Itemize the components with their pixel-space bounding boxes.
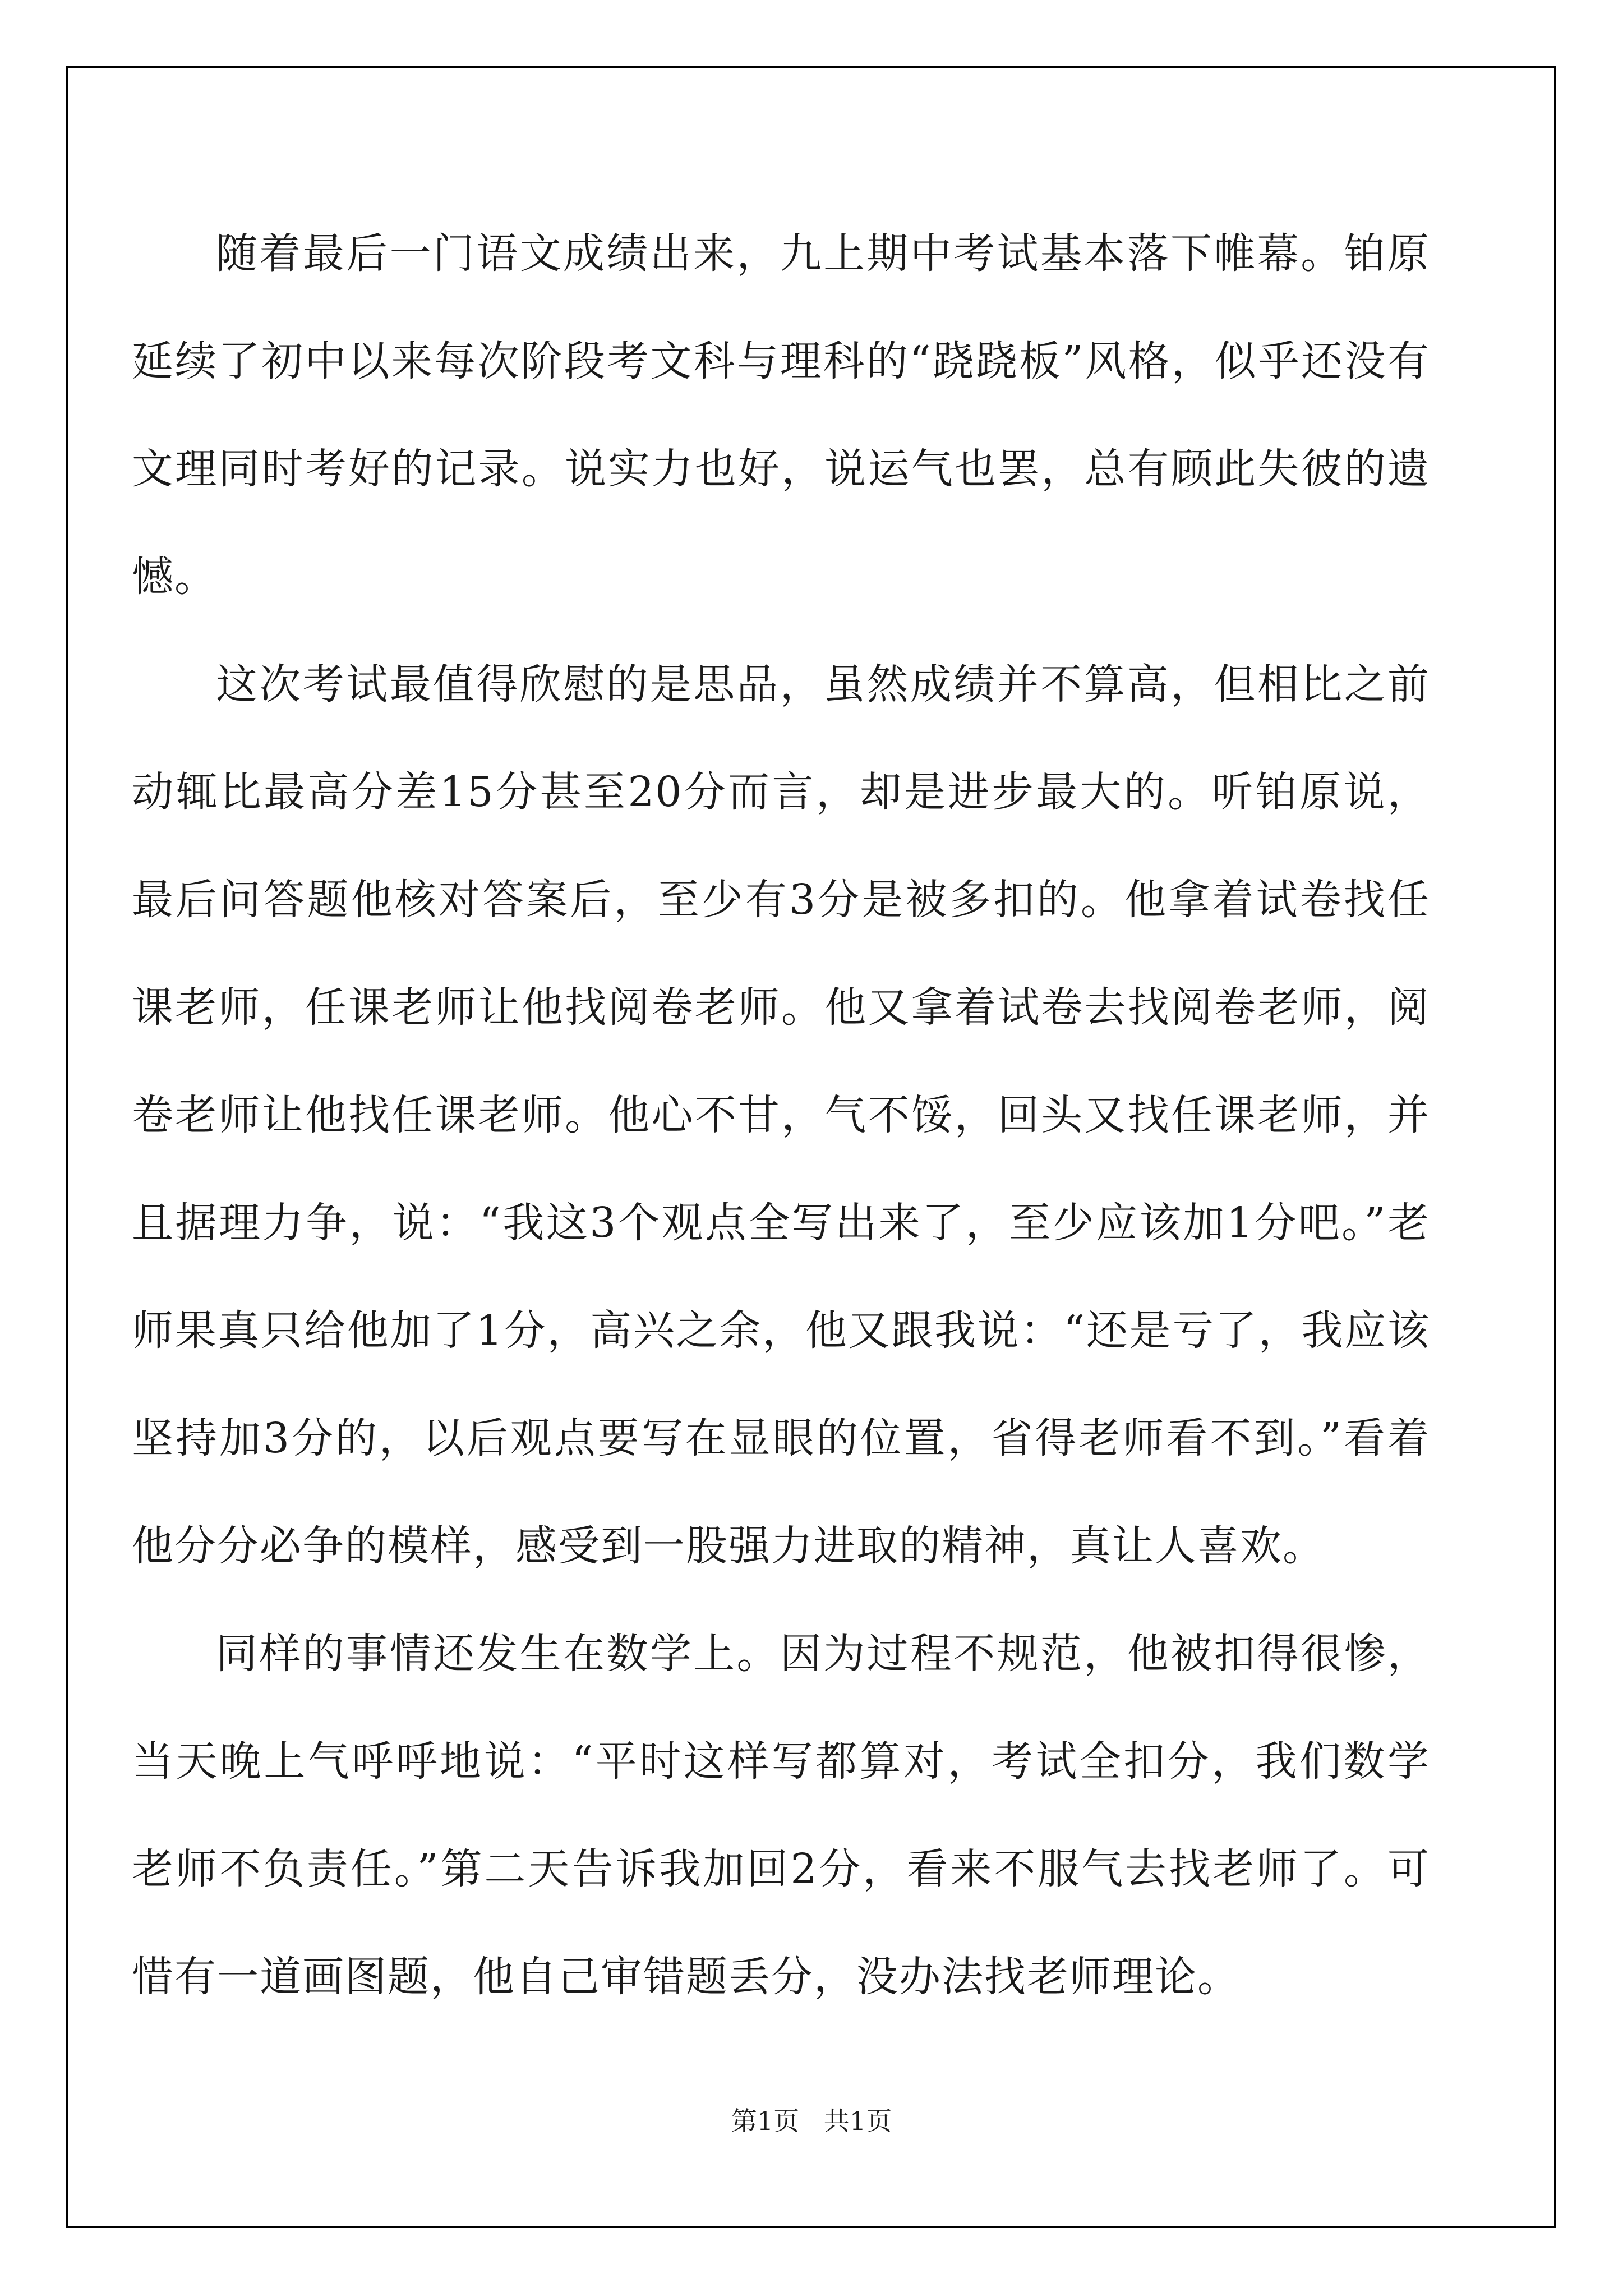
paragraph-1: 随着最后一门语文成绩出来，九上期中考试基本落下帷幕。铂原延续了初中以来每次阶段考文科与理科的“跷跷板”风格，似乎还没有文理同时考好的记录。说实力也好，说运气也罢，总有顾此失彼的遗憾。: [132, 229, 1430, 601]
paragraph-3: 同样的事情还发生在数学上。因为过程不规范，他被扣得很惨，当天晚上气呼呼地说：“平时这样写都算对，考试全扣分，我们数学老师不负责任。”第二天告诉我加回2分，看来不服气去找老师了。可惜有一道画图题，他自己审错题丢分，没办法找老师理论。: [132, 1630, 1430, 2001]
paragraph-2: 这次考试最值得欣慰的是思品，虽然成绩并不算高，但相比之前动辄比最高分差15分甚至20分而言，却是进步最大的。听铂原说，最后问答题他核对答案后，至少有3分是被多扣的。他拿着试卷找任课老师，任课老师让他找阅卷老师。他又拿着试卷去找阅卷老师，阅卷老师让他找任课老师。他心不甘，气不馁，回头又找任课老师，并且据理力争，说：“我这3个观点全写出来了，至少应该加1分吧。”老师果真只给他加了1分，高兴之余，他又跟我说：“还是亏了，我应该坚持加3分的，以后观点要写在显眼的位置，省得老师看不到。”看着他分分必争的模样，感受到一股强力进取的精神，真让人喜欢。: [132, 660, 1430, 1570]
document-body: [132, 200, 1430, 2031]
page-footer: 第1页 共1页: [731, 2106, 892, 2136]
